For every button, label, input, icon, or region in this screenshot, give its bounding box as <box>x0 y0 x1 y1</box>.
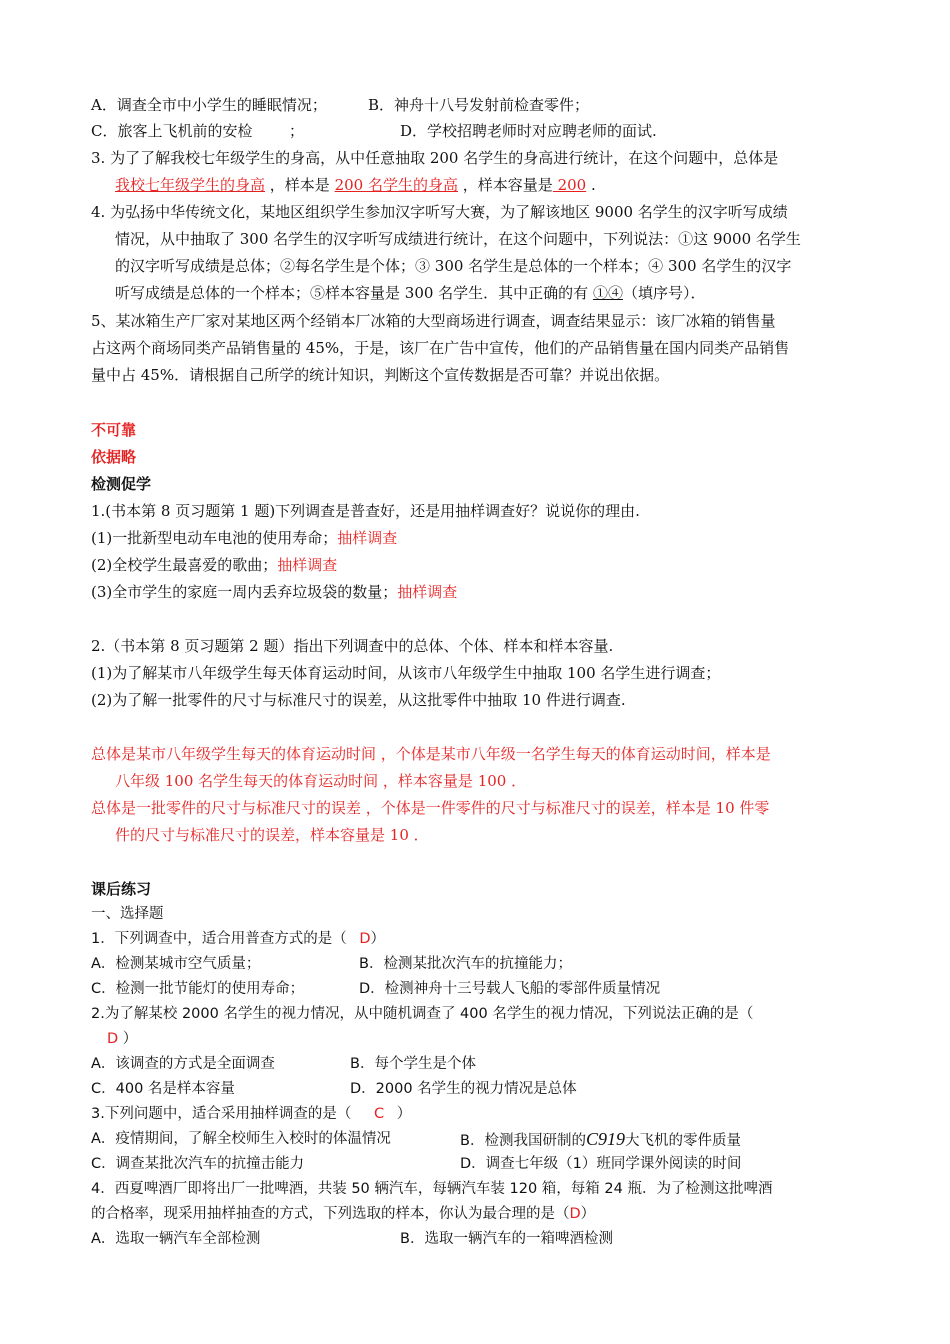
check-question-2: 2.（书本第 8 页习题第 2 题）指出下列调查中的总体、个体、样本和样本容量. <box>91 637 614 655</box>
answer-population: 我校七年级学生的身高 <box>115 176 266 194</box>
question-text: 3.下列问题中，适合采用抽样调查的是（ <box>91 1106 352 1122</box>
question-text: 听写成绩是总体的一个样本；⑤样本容量是 300 名学生．其中正确的有 <box>115 284 589 302</box>
answer-line: 总体是某市八年级学生每天的体育运动时间 ，个体是某市八年级一名学生每天的体育运动时间，样本是 <box>91 745 771 763</box>
question-4-line: 情况，从中抽取了 300 名学生的汉字听写成绩进行统计，在这个问题中，下列说法：①这 9000 名学生 <box>115 230 801 248</box>
option-a: A．调查全市中小学生的睡眠情况； <box>91 96 327 114</box>
item-answer: 抽样调查 <box>277 556 338 574</box>
option-c: C．检测一批节能灯的使用寿命； <box>91 981 305 997</box>
answer-choices: ①④ <box>592 284 623 302</box>
option-d: D．学校招聘老师时对应聘老师的面试. <box>400 122 657 140</box>
check-question-1: 1.(书本第 8 页习题第 1 题)下列调查是普查好，还是用抽样调查好？说说你的理由. <box>91 502 640 520</box>
question-text: 1．下列调查中，适合用普查方式的是（ <box>91 931 347 947</box>
answer-letter: D <box>569 1206 581 1222</box>
option-row <box>91 1129 741 1149</box>
option-row <box>91 1229 613 1249</box>
section-heading-practice: 课后练习 <box>91 880 152 898</box>
item-answer: 抽样调查 <box>397 583 458 601</box>
option-row <box>91 979 661 999</box>
practice-question-3 <box>91 1104 411 1124</box>
item-text: (2)全校学生最喜爱的歌曲； <box>91 556 278 574</box>
practice-question-4 <box>91 1204 595 1224</box>
option-a: A．该调查的方式是全面调查 <box>91 1056 275 1072</box>
question-4-line: 的汉字听写成绩是总体；②每名学生是个体；③ 300 名学生是总体的一个样本；④ 300 名学生的汉字 <box>115 257 792 275</box>
question-text: ） <box>580 1206 596 1222</box>
option-b: B．选取一辆汽车的一箱啤酒检测 <box>400 1231 613 1247</box>
question-4-line <box>115 283 705 303</box>
question-4-line: 4. 为弘扬中华传统文化，某地区组织学生参加汉字听写大赛，为了解该地区 9000 名学生的汉字听写成绩 <box>91 203 788 221</box>
question-3-line: 3. 为了了解我校七年级学生的身高，从中任意抽取 200 名学生的身高进行统计，在这个问题中，总体是 <box>91 149 779 167</box>
question-5-line: 5、某冰箱生产厂家对某地区两个经销本厂冰箱的大型商场进行调查，调查结果显示：该厂冰箱的销售量 <box>91 312 776 330</box>
answer-line: 总体是一批零件的尺寸与标准尺寸的误差 ，个体是一件零件的尺寸与标准尺寸的误差，样本是 10 件零 <box>91 799 770 817</box>
separator: ； <box>289 122 305 140</box>
option-text: B．检测我国研制的 <box>460 1133 586 1149</box>
option-c: C．调查某批次汽车的抗撞击能力 <box>91 1156 305 1172</box>
subsection-heading: 一、选择题 <box>91 906 164 922</box>
option-row <box>91 121 657 141</box>
answer-letter: D <box>107 1031 119 1047</box>
option-b <box>460 1129 741 1151</box>
check-item <box>91 555 337 575</box>
option-a: A．疫情期间，了解全校师生入校时的体温情况 <box>91 1131 391 1147</box>
practice-question-4: 4．西夏啤酒厂即将出厂一批啤酒，共装 50 辆汽车，每辆汽车装 120 箱，每箱 24 瓶．为了检测这批啤酒 <box>91 1181 773 1197</box>
question-text: ，样本是 <box>269 176 330 194</box>
check-item: (2)为了解一批零件的尺寸与标准尺寸的误差，从这批零件中抽取 10 件进行调查. <box>91 691 626 709</box>
answer-sample-size: 200 <box>552 176 587 194</box>
option-c: C．旅客上飞机前的安检 <box>91 122 253 140</box>
answer-letter: D <box>359 931 371 947</box>
question-text: ） <box>122 1031 138 1047</box>
answer-line: 件的尺寸与标准尺寸的误差，样本容量是 10 ． <box>115 826 429 844</box>
option-a: A．检测某城市空气质量； <box>91 956 261 972</box>
item-text: (1)一批新型电动车电池的使用寿命； <box>91 529 338 547</box>
answer-line: 八年级 100 名学生每天的体育运动时间 ，样本容量是 100 ． <box>115 772 527 790</box>
question-text: （填序号）． <box>622 284 706 302</box>
answer-sample: 200 名学生的身高 <box>334 176 458 194</box>
question-text: 2.为了解某校 2000 名学生的视力情况，从中随机调查了 400 名学生的视力情况，下列说法正确的是（ <box>91 1006 754 1022</box>
option-row <box>91 1054 476 1074</box>
option-b: B．检测某批次汽车的抗撞能力； <box>359 956 572 972</box>
option-row <box>91 954 572 974</box>
section-heading-check: 检测促学 <box>91 475 152 493</box>
item-text: (3)全市学生的家庭一周内丢弃垃圾袋的数量； <box>91 583 398 601</box>
check-item <box>91 582 457 602</box>
question-text: ） <box>396 1106 412 1122</box>
question-text: ） <box>370 931 386 947</box>
question-5-line: 占这两个商场同类产品销售量的 45%，于是，该厂在广告中宣传，他们的产品销售量在国内同类产品销售 <box>91 339 790 357</box>
question-5-line: 量中占 45%．请根据自己所学的统计知识，判断这个宣传数据是否可靠？并说出依据。 <box>91 366 670 384</box>
item-answer: 抽样调查 <box>337 529 398 547</box>
practice-question-1 <box>91 929 385 949</box>
answer-unreliable: 不可靠 <box>91 421 137 439</box>
option-b: B．神舟十八号发射前检查零件； <box>368 96 590 114</box>
option-d: D．检测神舟十三号载人飞船的零部件质量情况 <box>359 981 661 997</box>
option-row <box>91 95 590 115</box>
check-item: (1)为了解某市八年级学生每天体育运动时间，从该市八年级学生中抽取 100 名学生进行调查； <box>91 664 721 682</box>
option-d: D．2000 名学生的视力情况是总体 <box>350 1081 577 1097</box>
answer-basis: 依据略 <box>91 448 137 466</box>
check-item <box>91 528 397 548</box>
option-a: A．选取一辆汽车全部检测 <box>91 1231 261 1247</box>
option-b: B．每个学生是个体 <box>350 1056 476 1072</box>
question-text: 的合格率，现采用抽样抽查的方式，下列选取的样本，你认为最合理的是（ <box>91 1206 570 1222</box>
option-text: 大飞机的零件质量 <box>624 1133 741 1149</box>
answer-letter: C <box>373 1106 385 1122</box>
question-text: ，样本容量是 <box>462 176 553 194</box>
question-text: . <box>590 176 596 194</box>
practice-question-2 <box>91 1004 753 1024</box>
aircraft-model: C919 <box>585 1129 625 1149</box>
option-d: D．调查七年级（1）班同学课外阅读的时间 <box>460 1156 742 1172</box>
option-c: C．400 名是样本容量 <box>91 1081 235 1097</box>
practice-question-2-answer <box>91 1029 137 1049</box>
question-3-answer-line <box>115 175 596 195</box>
option-row <box>91 1079 577 1099</box>
option-row <box>91 1154 742 1174</box>
